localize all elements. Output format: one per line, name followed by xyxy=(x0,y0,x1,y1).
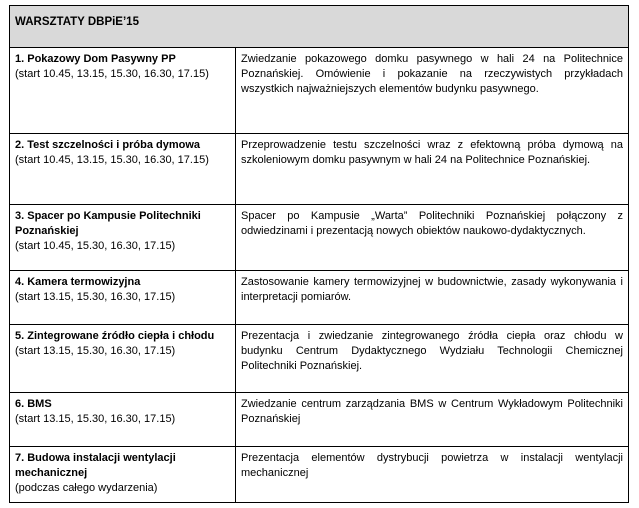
workshop-title: 3. Spacer po Kampusie Politechniki Poznańskiej xyxy=(15,210,201,237)
workshop-times: (start 10.45, 13.15, 15.30, 16.30, 17.15) xyxy=(15,68,209,80)
workshop-times: (podczas całego wydarzenia) xyxy=(15,482,158,494)
workshop-title: 2. Test szczelności i próba dymowa xyxy=(15,139,201,151)
workshop-times: (start 13.15, 15.30, 16.30, 17.15) xyxy=(15,413,176,425)
workshop-description-cell xyxy=(236,271,629,325)
workshop-name-cell xyxy=(10,393,236,447)
workshop-name-cell xyxy=(10,48,236,134)
workshop-description: Przeprowadzenie testu szczelności wraz z efektowną próba dymową na szkoleniowym domku pasywnym w hali 24 na Politechnice Poznańskiej. xyxy=(241,139,623,166)
workshop-title: 6. BMS xyxy=(15,398,52,410)
workshop-description: Zwiedzanie centrum zarządzania BMS w Centrum Wykładowym Politechniki Poznańskiej xyxy=(241,398,623,425)
table-header: WARSZTATY DBPiE’15 xyxy=(10,6,629,48)
workshop-description-cell xyxy=(236,134,629,205)
workshop-title: 1. Pokazowy Dom Pasywny PP xyxy=(15,53,176,65)
workshop-description: Zwiedzanie pokazowego domku pasywnego w hali 24 na Politechnice Poznańskiej. Omówienie i pokazanie na rzeczywistych przykładach wszystkich najważniejszych elementów budynku pasywnego. xyxy=(241,53,623,95)
workshop-description: Zastosowanie kamery termowizyjnej w budownictwie, zasady wykonywania i interpretacji pomiarów. xyxy=(241,276,623,303)
workshop-title: 4. Kamera termowizyjna xyxy=(15,276,141,288)
table-row xyxy=(10,393,629,447)
workshop-description-cell xyxy=(236,205,629,271)
workshop-name-cell xyxy=(10,271,236,325)
workshop-description: Prezentacja elementów dystrybucji powietrza w instalacji wentylacji mechanicznej xyxy=(241,452,623,479)
workshop-times: (start 10.45, 13.15, 15.30, 16.30, 17.15) xyxy=(15,154,209,166)
table-row xyxy=(10,447,629,503)
table-row xyxy=(10,48,629,134)
workshop-description: Spacer po Kampusie „Warta” Politechniki Poznańskiej połączony z odwiedzinami i prezentacją nowych obiektów naukowo-dydaktycznych. xyxy=(241,210,623,237)
workshop-name-cell xyxy=(10,325,236,393)
workshop-title: 5. Zintegrowane źródło ciepła i chłodu xyxy=(15,330,215,342)
workshop-description-cell xyxy=(236,447,629,503)
workshop-description-cell xyxy=(236,393,629,447)
workshops-table xyxy=(9,5,629,503)
workshop-description-cell xyxy=(236,48,629,134)
workshop-title: 7. Budowa instalacji wentylacji mechanicznej xyxy=(15,452,176,479)
workshop-times: (start 13.15, 15.30, 16.30, 17.15) xyxy=(15,345,176,357)
table-row xyxy=(10,325,629,393)
workshop-description: Prezentacja i zwiedzanie zintegrowanego źródła ciepła oraz chłodu w budynku Centrum Dydaktycznego Wydziału Technologii Chemicznej Politechniki Poznańskiej. xyxy=(241,330,623,372)
workshop-name-cell xyxy=(10,134,236,205)
workshop-name-cell xyxy=(10,447,236,503)
workshops-table-container xyxy=(9,5,629,503)
workshop-times: (start 10.45, 15.30, 16.30, 17.15) xyxy=(15,240,176,252)
table-header-row xyxy=(10,6,629,48)
workshop-times: (start 13.15, 15.30, 16.30, 17.15) xyxy=(15,291,176,303)
table-row xyxy=(10,134,629,205)
table-row xyxy=(10,271,629,325)
workshop-name-cell xyxy=(10,205,236,271)
workshop-description-cell xyxy=(236,325,629,393)
table-row xyxy=(10,205,629,271)
